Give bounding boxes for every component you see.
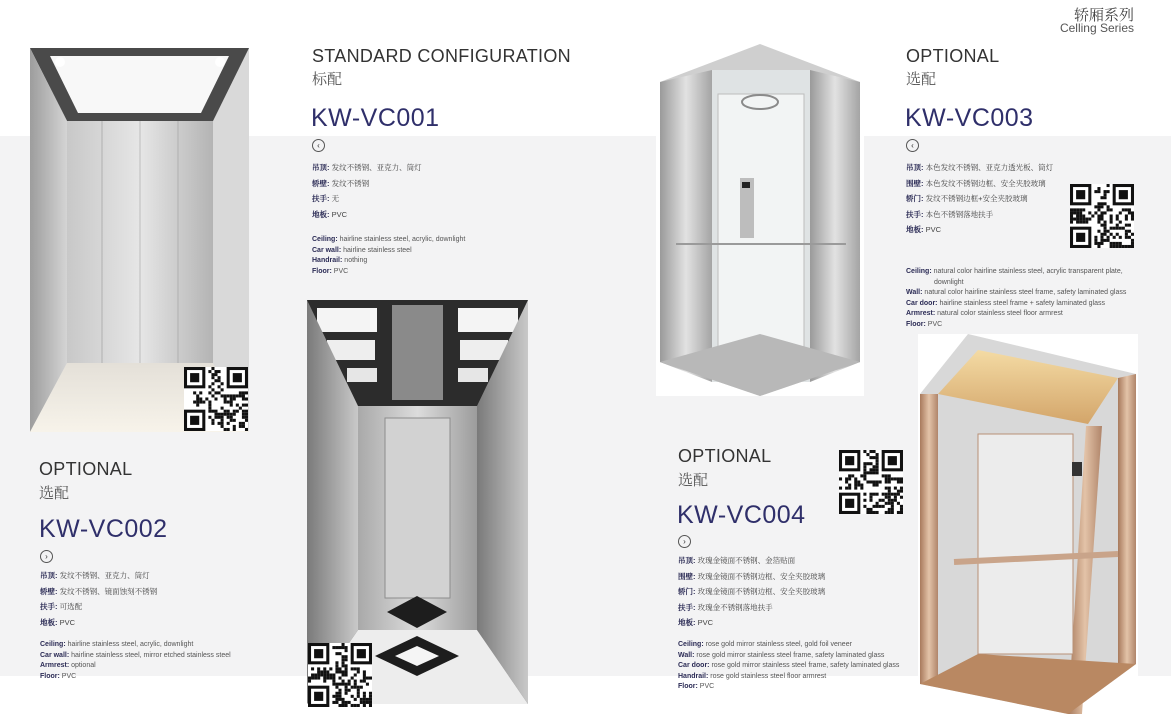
spec-line: Armrest: natural color stainless steel floor armrest [906, 310, 1063, 317]
vc002-spec-en [40, 640, 302, 682]
spec-line: 围壁: 玫瑰金镜面不锈钢边框、安全夹胶玻璃 [678, 571, 826, 581]
spec-line: Ceiling: rose gold mirror stainless steel, gold foil veneer [678, 641, 852, 648]
spec-line: Handrail: nothing [312, 257, 368, 264]
vc001-spec-cn [312, 160, 562, 222]
spec-line: 扶手: 本色不锈钢落地扶手 [906, 209, 994, 219]
spec-line: 地板: PVC [678, 618, 714, 627]
qr-code-icon[interactable] [184, 367, 248, 431]
spec-line: 轿壁: 发纹不锈钢 [312, 178, 370, 188]
vc004-arrow-button[interactable]: › [678, 535, 691, 548]
vc002-spec-cn [40, 568, 290, 630]
qr-code-icon[interactable] [1070, 184, 1134, 248]
spec-line: 吊顶: 发纹不锈钢、亚克力、筒灯 [312, 163, 422, 172]
spec-line: Car wall: hairline stainless steel [312, 246, 412, 254]
vc003-model: KW-VC003 [905, 104, 1034, 132]
spec-line: 扶手: 可选配 [40, 602, 83, 611]
spec-line: 地板: PVC [312, 209, 348, 219]
vc001-arrow-button[interactable]: ‹ [312, 139, 325, 152]
series-title-en: Celling Series [1059, 21, 1134, 35]
elevator-vc003-image [656, 44, 864, 396]
vc002-model: KW-VC002 [39, 515, 168, 543]
spec-line: 地板: PVC [906, 225, 942, 234]
vc001-config-en: STANDARD CONFIGURATION [312, 46, 571, 66]
vc004-spec-en [678, 640, 914, 693]
spec-line: Floor: PVC [906, 320, 943, 328]
spec-line: Wall: natural color hairline stainless steel frame, safety laminated glass [906, 289, 1127, 296]
vc003-config-cn: 选配 [906, 71, 937, 88]
vc001-config-cn: 标配 [312, 71, 343, 88]
elevator-vc004-image [918, 334, 1138, 714]
vc002-config-cn: 选配 [39, 485, 70, 502]
qr-code-icon[interactable] [839, 450, 903, 514]
spec-line: 吊顶: 本色发纹不锈钢、亚克力透光板、筒灯 [906, 163, 1054, 172]
spec-line: 轿门: 玫瑰金镜面不锈钢边框、安全夹胶玻璃 [678, 587, 826, 596]
spec-line: 扶手: 玫瑰金不锈钢落地扶手 [678, 602, 773, 612]
vc001-spec-en [312, 235, 572, 277]
vc004-spec-cn [678, 553, 918, 631]
spec-line: Floor: PVC [678, 683, 715, 690]
vc004-config-cn: 选配 [678, 472, 709, 489]
spec-line: 轿壁: 发纹不锈钢、镜面蚀刻不锈钢 [40, 586, 158, 596]
vc003-arrow-button[interactable]: ‹ [906, 139, 919, 152]
spec-line: 围壁: 本色发纹不锈钢边框、安全夹胶玻璃 [906, 178, 1046, 188]
spec-line: Floor: PVC [312, 267, 349, 275]
spec-line: 吊顶: 发纹不锈钢、亚克力、筒灯 [40, 571, 150, 580]
vc002-arrow-button[interactable]: › [40, 550, 53, 563]
spec-line: 地板: PVC [40, 617, 76, 627]
spec-line: 扶手: 无 [312, 194, 340, 203]
spec-line: Car door: rose gold mirror stainless steel frame, safety laminated glass [678, 662, 900, 669]
spec-line: Handrail: rose gold stainless steel floor armrest [678, 672, 827, 680]
vc003-spec-cn [906, 160, 1066, 238]
spec-line: Ceiling: hairline stainless steel, acrylic, downlight [312, 236, 466, 243]
spec-line: Ceiling: hairline stainless steel, acrylic, downlight [40, 641, 194, 648]
vc004-model: KW-VC004 [677, 501, 806, 529]
spec-line: 轿门: 发纹不锈钢边框+安全夹胶玻璃 [906, 194, 1028, 203]
vc002-config-en: OPTIONAL [39, 459, 133, 479]
spec-line: downlight [934, 278, 964, 286]
vc004-config-en: OPTIONAL [678, 446, 772, 466]
vc001-model: KW-VC001 [311, 104, 440, 132]
spec-line: Armrest: optional [40, 662, 96, 669]
vc003-spec-en [906, 267, 1156, 330]
qr-code-icon[interactable] [308, 643, 372, 707]
spec-line: Wall: rose gold mirror stainless steel frame, safety laminated glass [678, 651, 885, 659]
spec-line: Car door: hairline stainless steel frame + safety laminated glass [906, 299, 1106, 307]
spec-line: Ceiling: natural color hairline stainless steel, acrylic transparent plate, [906, 268, 1123, 275]
spec-line: 吊顶: 玫瑰金镜面不锈钢、金箔贴面 [678, 556, 796, 565]
spec-line: Floor: PVC [40, 672, 77, 680]
spec-line: Car wall: hairline stainless steel, mirror etched stainless steel [40, 651, 231, 659]
series-title-cn: 轿厢系列 [1073, 7, 1134, 24]
vc003-config-en: OPTIONAL [906, 46, 1000, 66]
